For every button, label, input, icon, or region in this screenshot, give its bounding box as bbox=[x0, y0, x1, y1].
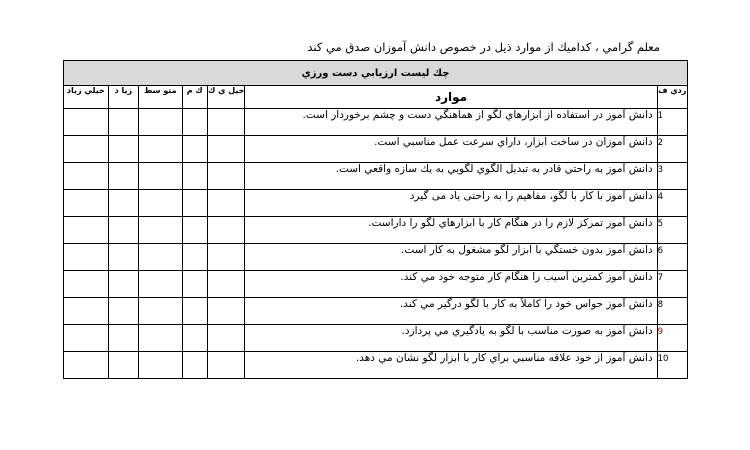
rating-cell-very-low[interactable] bbox=[207, 190, 244, 217]
rating-header-medium: متو سط bbox=[139, 86, 183, 109]
rating-cell-low[interactable] bbox=[182, 163, 207, 190]
rating-cell-low[interactable] bbox=[182, 109, 207, 136]
row-item-text: دانش آموز در استفاده از ابزارهاي لگو از هماهنگي دست و چشم برخوردار است. bbox=[245, 109, 657, 136]
rating-cell-very-low[interactable] bbox=[207, 271, 244, 298]
row-number: 1 bbox=[657, 109, 687, 136]
table-row bbox=[64, 136, 688, 163]
rating-cell-very-low[interactable] bbox=[207, 136, 244, 163]
rating-cell-medium[interactable] bbox=[139, 136, 183, 163]
row-item-text: دانش آموزان در ساخت ابزار، داراي سرعت عمل مناسبي است. bbox=[245, 136, 657, 163]
rating-cell-medium[interactable] bbox=[139, 244, 183, 271]
table-row bbox=[64, 325, 688, 352]
rating-cell-high[interactable] bbox=[108, 325, 138, 352]
rating-cell-high[interactable] bbox=[108, 136, 138, 163]
row-item-text: دانش آموز به صورت مناسب با لگو به يادگيري مي پردازد. bbox=[245, 325, 657, 352]
rating-cell-very-high[interactable] bbox=[64, 217, 109, 244]
row-item-text: دانش آموز به راحتي قادر به تبديل الگوي لگويي به يك سازه واقعي است. bbox=[245, 163, 657, 190]
rating-cell-very-high[interactable] bbox=[64, 352, 109, 379]
row-item-text: دانش آموز با كار با لگو، مفاهيم را به راحتی ياد می گيرد bbox=[245, 190, 657, 217]
row-item-text: دانش آموز بدون خستگي با ابزار لگو مشغول به كار است. bbox=[245, 244, 657, 271]
table-row bbox=[64, 190, 688, 217]
table-body bbox=[64, 109, 688, 379]
row-number: 3 bbox=[657, 163, 687, 190]
instruction-text: معلم گرامي ، كداميك از موارد ذيل در خصوص دانش آموزان صدق مي كند bbox=[307, 40, 660, 54]
rating-cell-low[interactable] bbox=[182, 190, 207, 217]
rating-cell-high[interactable] bbox=[108, 352, 138, 379]
rating-cell-very-low[interactable] bbox=[207, 298, 244, 325]
row-number: 9 bbox=[657, 325, 687, 352]
table-header-row bbox=[64, 86, 688, 109]
rating-cell-high[interactable] bbox=[108, 163, 138, 190]
row-number: 10 bbox=[657, 352, 687, 379]
table-row bbox=[64, 109, 688, 136]
rating-cell-medium[interactable] bbox=[139, 298, 183, 325]
rating-cell-low[interactable] bbox=[182, 325, 207, 352]
rating-cell-very-low[interactable] bbox=[207, 352, 244, 379]
rating-cell-medium[interactable] bbox=[139, 109, 183, 136]
rating-cell-very-high[interactable] bbox=[64, 298, 109, 325]
rating-cell-low[interactable] bbox=[182, 136, 207, 163]
rating-cell-high[interactable] bbox=[108, 190, 138, 217]
rating-cell-very-high[interactable] bbox=[64, 244, 109, 271]
rating-cell-low[interactable] bbox=[182, 271, 207, 298]
row-item-text: دانش آموز تمركز لازم را در هنگام كار با ابزارهاي لگو را داراست. bbox=[245, 217, 657, 244]
rating-cell-high[interactable] bbox=[108, 109, 138, 136]
rating-cell-medium[interactable] bbox=[139, 217, 183, 244]
rating-cell-very-high[interactable] bbox=[64, 136, 109, 163]
table-row bbox=[64, 217, 688, 244]
row-item-text: دانش آموز كمترين آسيب را هنگام كار متوجه خود مي كند. bbox=[245, 271, 657, 298]
rating-cell-low[interactable] bbox=[182, 352, 207, 379]
table-row bbox=[64, 271, 688, 298]
rating-cell-medium[interactable] bbox=[139, 352, 183, 379]
row-number: 2 bbox=[657, 136, 687, 163]
row-item-text: دانش آموز حواس خود را كاملاً به كار با لگو درگير مي كند. bbox=[245, 298, 657, 325]
row-number: 8 bbox=[657, 298, 687, 325]
rating-cell-very-high[interactable] bbox=[64, 163, 109, 190]
rating-cell-very-high[interactable] bbox=[64, 325, 109, 352]
checklist-table bbox=[63, 60, 688, 379]
rating-cell-low[interactable] bbox=[182, 244, 207, 271]
table-row bbox=[64, 244, 688, 271]
rating-cell-very-low[interactable] bbox=[207, 325, 244, 352]
rating-cell-very-low[interactable] bbox=[207, 163, 244, 190]
row-number-header: ردي ف bbox=[657, 86, 687, 109]
rating-cell-very-high[interactable] bbox=[64, 109, 109, 136]
rating-cell-medium[interactable] bbox=[139, 271, 183, 298]
row-number: 6 bbox=[657, 244, 687, 271]
rating-cell-very-high[interactable] bbox=[64, 190, 109, 217]
table-row bbox=[64, 163, 688, 190]
rating-cell-medium[interactable] bbox=[139, 325, 183, 352]
row-number: 4 bbox=[657, 190, 687, 217]
table-title: چك ليست ارزيابي دست ورزي bbox=[64, 61, 688, 86]
rating-header-very-low: خيل ي ك bbox=[207, 86, 244, 109]
rating-cell-very-low[interactable] bbox=[207, 244, 244, 271]
rating-cell-low[interactable] bbox=[182, 298, 207, 325]
rating-cell-very-low[interactable] bbox=[207, 217, 244, 244]
row-item-text: دانش آموز از خود علاقه مناسبي براي كار با ابزار لگو نشان مي دهد. bbox=[245, 352, 657, 379]
rating-cell-high[interactable] bbox=[108, 271, 138, 298]
rating-cell-medium[interactable] bbox=[139, 190, 183, 217]
rating-cell-high[interactable] bbox=[108, 217, 138, 244]
rating-header-low: ك م bbox=[182, 86, 207, 109]
row-number: 5 bbox=[657, 217, 687, 244]
rating-cell-high[interactable] bbox=[108, 244, 138, 271]
rating-header-very-high: خيلي زياد bbox=[64, 86, 109, 109]
rating-cell-very-high[interactable] bbox=[64, 271, 109, 298]
row-number: 7 bbox=[657, 271, 687, 298]
rating-cell-very-low[interactable] bbox=[207, 109, 244, 136]
rating-header-high: زيا د bbox=[108, 86, 138, 109]
rating-cell-high[interactable] bbox=[108, 298, 138, 325]
rating-cell-medium[interactable] bbox=[139, 163, 183, 190]
table-row bbox=[64, 352, 688, 379]
table-row bbox=[64, 298, 688, 325]
items-header: موارد bbox=[245, 86, 657, 109]
rating-cell-low[interactable] bbox=[182, 217, 207, 244]
